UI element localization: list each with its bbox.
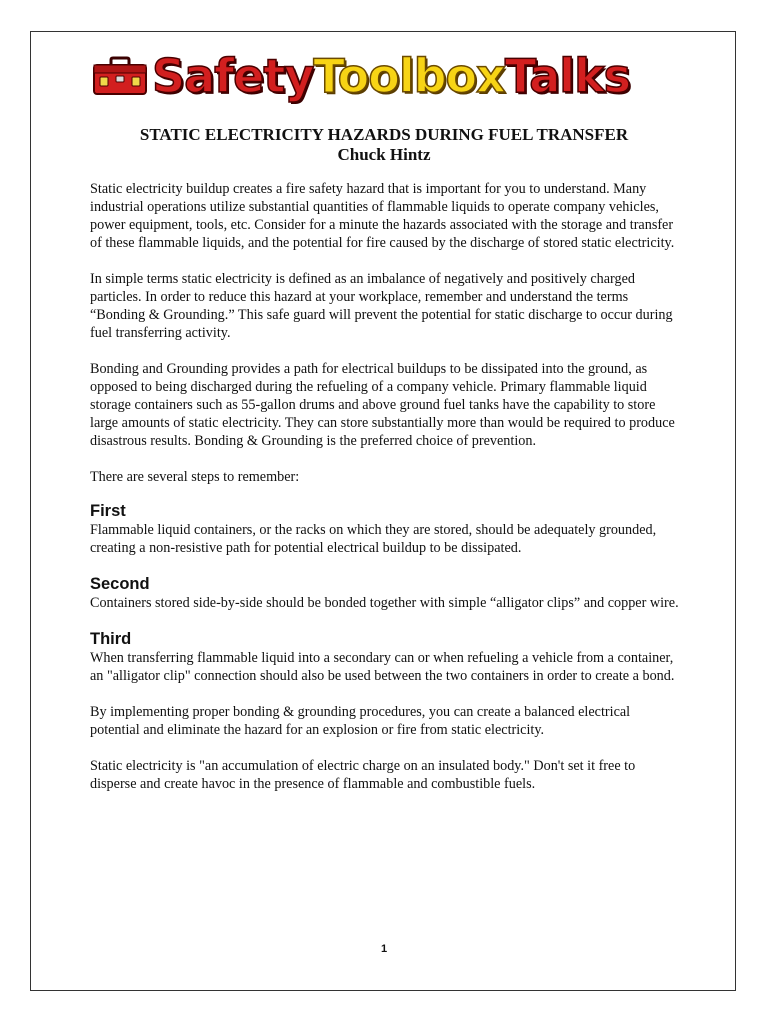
document-title: STATIC ELECTRICITY HAZARDS DURING FUEL TRANSFER (139, 125, 629, 144)
step-text-first: Flammable liquid containers, or the racks on which they are stored, should be adequately grounded, creating a non-resistive path for potential electrical buildup to be dissipated. (90, 522, 657, 556)
definition-paragraph: In simple terms static electricity is defined as an imbalance of negatively and positively charged particles. In order to reduce this hazard at your workplace, remember and understand the terms “Bonding & Grounding.” This safe guard will prevent the potential for static discharge to occur during fuel transferring activity. (90, 271, 673, 341)
closing-paragraph: By implementing proper bonding & grounding procedures, you can create a balanced electrical potential and eliminate the hazard for an explosion or fire from static electricity. (90, 704, 631, 738)
steps-intro-paragraph: There are several steps to remember: (90, 469, 300, 485)
step-heading-second: Second (90, 575, 150, 593)
toolbox-icon (92, 56, 148, 96)
step-heading-first: First (90, 502, 126, 520)
page-number: 1 (380, 943, 388, 955)
logo-safety-text: Safety (152, 49, 314, 103)
logo-talks-text: Talks (504, 49, 631, 103)
step-heading-third: Third (90, 630, 132, 648)
step-text-third: When transferring flammable liquid into a secondary can or when refueling a vehicle from a container, an "alligator clip" connection should also be used between the two containers in order to create a bond. (90, 650, 675, 684)
logo-wordmark (152, 50, 630, 102)
definition-quote-paragraph: Static electricity is "an accumulation of electric charge on an insulated body." Don't set it free to disperse and create havoc in the presence of flammable and combustible fuels. (90, 758, 636, 792)
intro-paragraph: Static electricity buildup creates a fire safety hazard that is important for you to understand. Many industrial operations utilize substantial quantities of flammable liquids to operate company vehicles, power equipment, tools, etc. Consider for a minute the hazards associated with the storage and transfer of these flammable liquids, and the potential for fire caused by the discharge of stored static electricity. (90, 181, 675, 251)
logo-toolbox-text: Toolbox (313, 49, 505, 103)
title-block (90, 125, 678, 165)
safety-toolbox-talks-logo (92, 50, 630, 102)
step-text-second: Containers stored side-by-side should be bonded together with simple “alligator clips” and copper wire. (90, 595, 679, 611)
document-body (90, 180, 680, 811)
document-author: Chuck Hintz (337, 145, 431, 164)
bonding-grounding-paragraph: Bonding and Grounding provides a path for electrical buildups to be dissipated into the ground, as opposed to being discharged during the refueling of a company vehicle. Primary flammable liquid storage containers such as 55-gallon drums and above ground fuel tanks have the capability to store large amounts of static electricity. They can store substantially more than would be required to produce disastrous results. Bonding & Grounding is the preferred choice of prevention. (90, 361, 675, 449)
